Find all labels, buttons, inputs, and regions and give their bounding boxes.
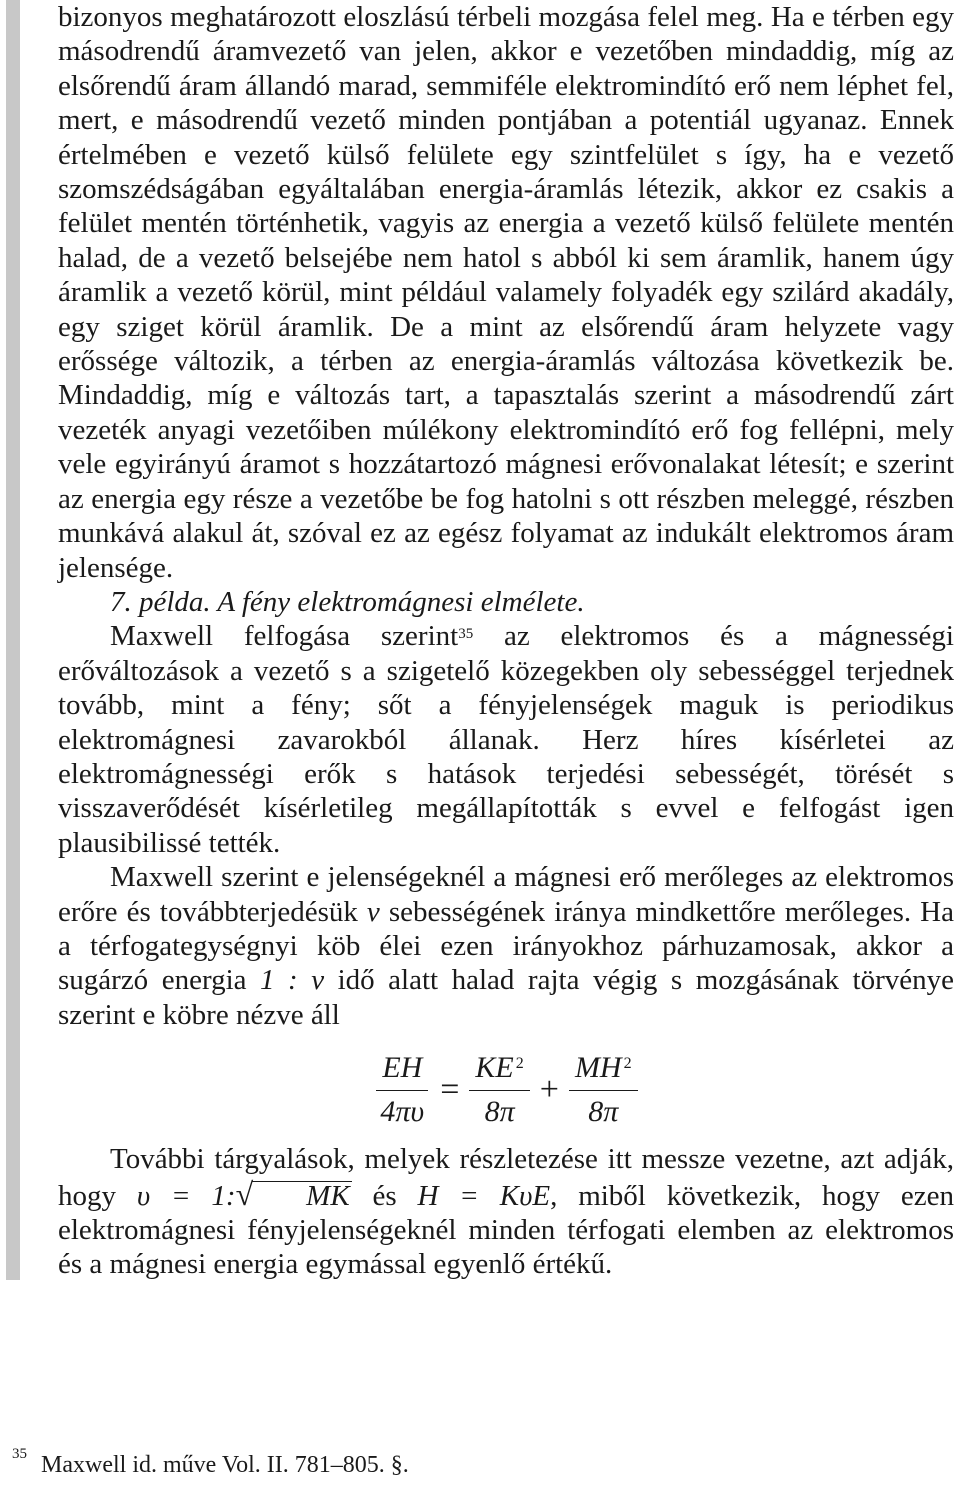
paragraph-4: [58, 1142, 954, 1282]
footnote: [12, 1446, 409, 1479]
time-ratio: 1 : v: [260, 964, 325, 997]
paragraph-3-part-b: sebességének iránya mindkettőre merőleges. Ha a térfogategységnyi köb élei ezen irányokhoz párhuzamosak, akkor a sugárzó energia: [58, 895, 954, 997]
formula-lhs-denominator: 4πυ: [380, 1094, 425, 1128]
paragraph-1: bizonyos meghatározott eloszlású térbeli mozgása felel meg. Ha e térben egy másodrendű áramvezető van jelen, akkor e vezetőben mindaddig, míg az elsőrendű áram állandó marad, semmiféle elektromindító erő nem léphet fel, mert, e másodrendű vezető minden pontjában a potentiál ugyanaz. Ennek értelmében e vezető külső felülete egy szintfelület s így, ha e vezető szomszédságában egyáltalában energia-áramlás létezik, akkor ez csakis a felület mentén történhetik, vagyis az energia a vezető külső felülete mentén halad, de a vezető belsejébe nem hatol s abból ki sem áramlik, hanem úgy áramlik a vezető körül, mint például valamely folyadék egy szilárd akadály, egy sziget körül áramlik. De a mint az elsőrendű áram helyzete vagy erőssége változik, a térben az energia-áramlás változása következik be. Mindaddig, míg e változás tart, a tapasztalás szerint a másodrendű zárt vezeték anyagi vezetőiben múlékony elektromindító erő fog fellépni, mely vele egyirányú áramot s hozzátartozó mágnesi erővonalakat létesít; e szerint az energia egy része a vezetőbe be fog hatolni s ott részben meleggé, részben munkává alakul át, szóval ez az egész folyamat az indukált elektromos áram jelensége.: [58, 1, 954, 584]
formula-term2-denominator: 8π: [588, 1094, 619, 1128]
paragraph-4-and: és: [351, 1179, 418, 1212]
footnote-text: Maxwell id. műve Vol. II. 781–805. §.: [41, 1452, 409, 1478]
paragraph-4-part-b: , miből következik, hogy ezen elektromágnesi fényjelenségeknél minden térfogati elemben az elektromos és a mágnesi energia egymással egyenlő értékű.: [58, 1179, 954, 1281]
text-body: [58, 0, 954, 1282]
page-margin-bar: [6, 0, 20, 1280]
paragraph-3-part-c: idő alatt halad rajta végig s mozgásának törvénye szerint e köbre nézve áll: [58, 964, 954, 1031]
formula-term1-fraction: [469, 1051, 529, 1129]
formula-term2-numerator: [569, 1051, 638, 1090]
paragraph-2-rest: az elektromos és a mágnességi erőváltozások a vezető s a szigetelő közegekben oly sebességgel terjednek tovább, mint a fény; sőt a fényjelenségek maguk is periodikus elektromágnesi zavarokból állanak. Herz híres kísérletei az elektromágnességi erők s hatások terjedési sebességét, törését s visszaverődését kísérletileg megállapították s evvel e felfogást igen plausibilissé tették.: [58, 620, 954, 859]
formula-equals-sign: =: [440, 1070, 460, 1108]
formula-term2-fraction: [569, 1051, 638, 1129]
velocity-symbol: v: [366, 895, 380, 928]
paragraph-2: [58, 619, 954, 860]
formula-term2-base: MH: [574, 1051, 622, 1085]
formula-term1-exponent: 2: [515, 1055, 524, 1073]
energy-formula: [58, 1040, 954, 1140]
formula-lhs-fraction: [374, 1051, 430, 1129]
velocity-equation: υ = 1:: [136, 1179, 236, 1212]
formula-lhs-numerator: EH: [376, 1051, 428, 1090]
formula-term1-numerator: [469, 1051, 529, 1090]
paragraph-2-start: Maxwell felfogása szerint: [110, 620, 459, 653]
square-root-icon: √: [235, 1175, 254, 1212]
footnote-number: 35: [12, 1446, 27, 1462]
paragraph-3: [58, 860, 954, 1032]
paragraph-4-part-a: További tárgyalások, melyek részletezése itt messze vezetne, azt adják, hogy: [58, 1143, 954, 1212]
formula-term2-exponent: 2: [623, 1055, 632, 1073]
paragraph-3-part-a: Maxwell szerint e jelenségeknél a mágnesi erő merőleges az elektromos erőre és továbbterjedésük: [58, 861, 954, 928]
formula-term1-denominator: 8π: [484, 1094, 515, 1128]
field-equation: H = KυE: [417, 1179, 551, 1212]
example-title: 7. példa. A fény elektromágnesi elmélete.: [110, 585, 585, 618]
footnote-reference: 35: [458, 626, 474, 643]
sqrt-argument: MK: [252, 1181, 352, 1210]
formula-term1-base: KE: [475, 1051, 514, 1085]
formula-plus-sign: +: [539, 1070, 559, 1108]
